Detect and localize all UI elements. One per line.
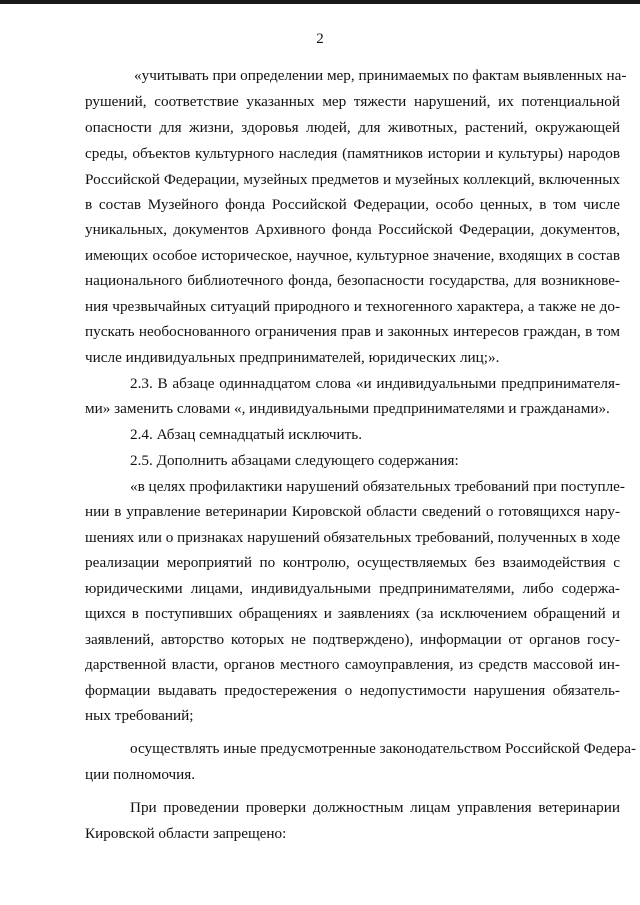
text-line: Российской Федерации, музейных предметов и музейных коллекций, включенных — [85, 171, 620, 188]
page-top-border — [0, 0, 640, 4]
text-line: числе индивидуальных предпринимателей, юридических лиц;». — [85, 349, 500, 366]
text-line: ния чрезвычайных ситуаций природного и техногенного характера, а также не до- — [85, 298, 620, 315]
text-line: 2.4. Абзац семнадцатый исключить. — [130, 426, 363, 443]
text-line: «в целях профилактики нарушений обязательных требований при поступле- — [130, 478, 625, 495]
text-line: уникальных, документов Архивного фонда Российской Федерации, документов, — [85, 221, 620, 238]
text-line: ми» заменить словами «, индивидуальными предпринимателями и гражданами». — [85, 400, 610, 417]
text-line: 2.5. Дополнить абзацами следующего содержания: — [130, 452, 459, 469]
text-line: ных требований; — [85, 707, 194, 724]
text-line: щихся в поступивших обращениях и заявлениях (за исключением обращений и — [85, 605, 620, 622]
text-line: ции полномочия. — [85, 766, 196, 783]
text-line: «учитывать при определении мер, принимаемых по фактам выявленных на- — [134, 67, 627, 84]
text-line: шениях или о признаках нарушений обязательных требований, полученных в ходе — [85, 529, 621, 546]
text-line: дарственной власти, органов местного самоуправления, из средств массовой ин- — [85, 656, 620, 673]
text-line: юридическими лицами, индивидуальными предпринимателями, либо содержа- — [85, 580, 620, 597]
text-line: пускать необоснованного ограничения прав и законных интересов граждан, в том — [85, 323, 620, 340]
page-number: 2 — [316, 31, 324, 47]
text-line: национального библиотечного фонда, безопасности государства, для возникнове- — [85, 272, 620, 289]
text-line: имеющих особое историческое, научное, культурное значение, входящих в состав — [85, 247, 620, 264]
text-line: нии в управление ветеринарии Кировской области сведений о готовящихся нару- — [85, 503, 620, 520]
text-line: При проведении проверки должностным лицам управления ветеринарии — [130, 799, 620, 816]
text-line: реализации мероприятий по контролю, осуществляемых без взаимодействия с — [85, 554, 620, 571]
text-line: в состав Музейного фонда Российской Федерации, особо ценных, в том числе — [85, 196, 620, 213]
text-line: опасности для жизни, здоровья людей, для животных, растений, окружающей — [85, 119, 620, 136]
text-line: среды, объектов культурного наследия (памятников истории и культуры) народов — [85, 145, 620, 162]
text-line: 2.3. В абзаце одиннадцатом слова «и индивидуальными предпринимателя- — [130, 375, 620, 392]
text-line: заявлений, авторство которых не подтверждено), информации от органов госу- — [85, 631, 620, 648]
text-line: рушений, соответствие указанных мер тяжести нарушений, их потенциальной — [85, 93, 620, 110]
text-line: Кировской области запрещено: — [85, 825, 287, 842]
text-line: осуществлять иные предусмотренные законодательством Российской Федера- — [130, 740, 637, 757]
text-line: формации выдавать предостережения о недопустимости нарушения обязатель- — [85, 682, 620, 699]
